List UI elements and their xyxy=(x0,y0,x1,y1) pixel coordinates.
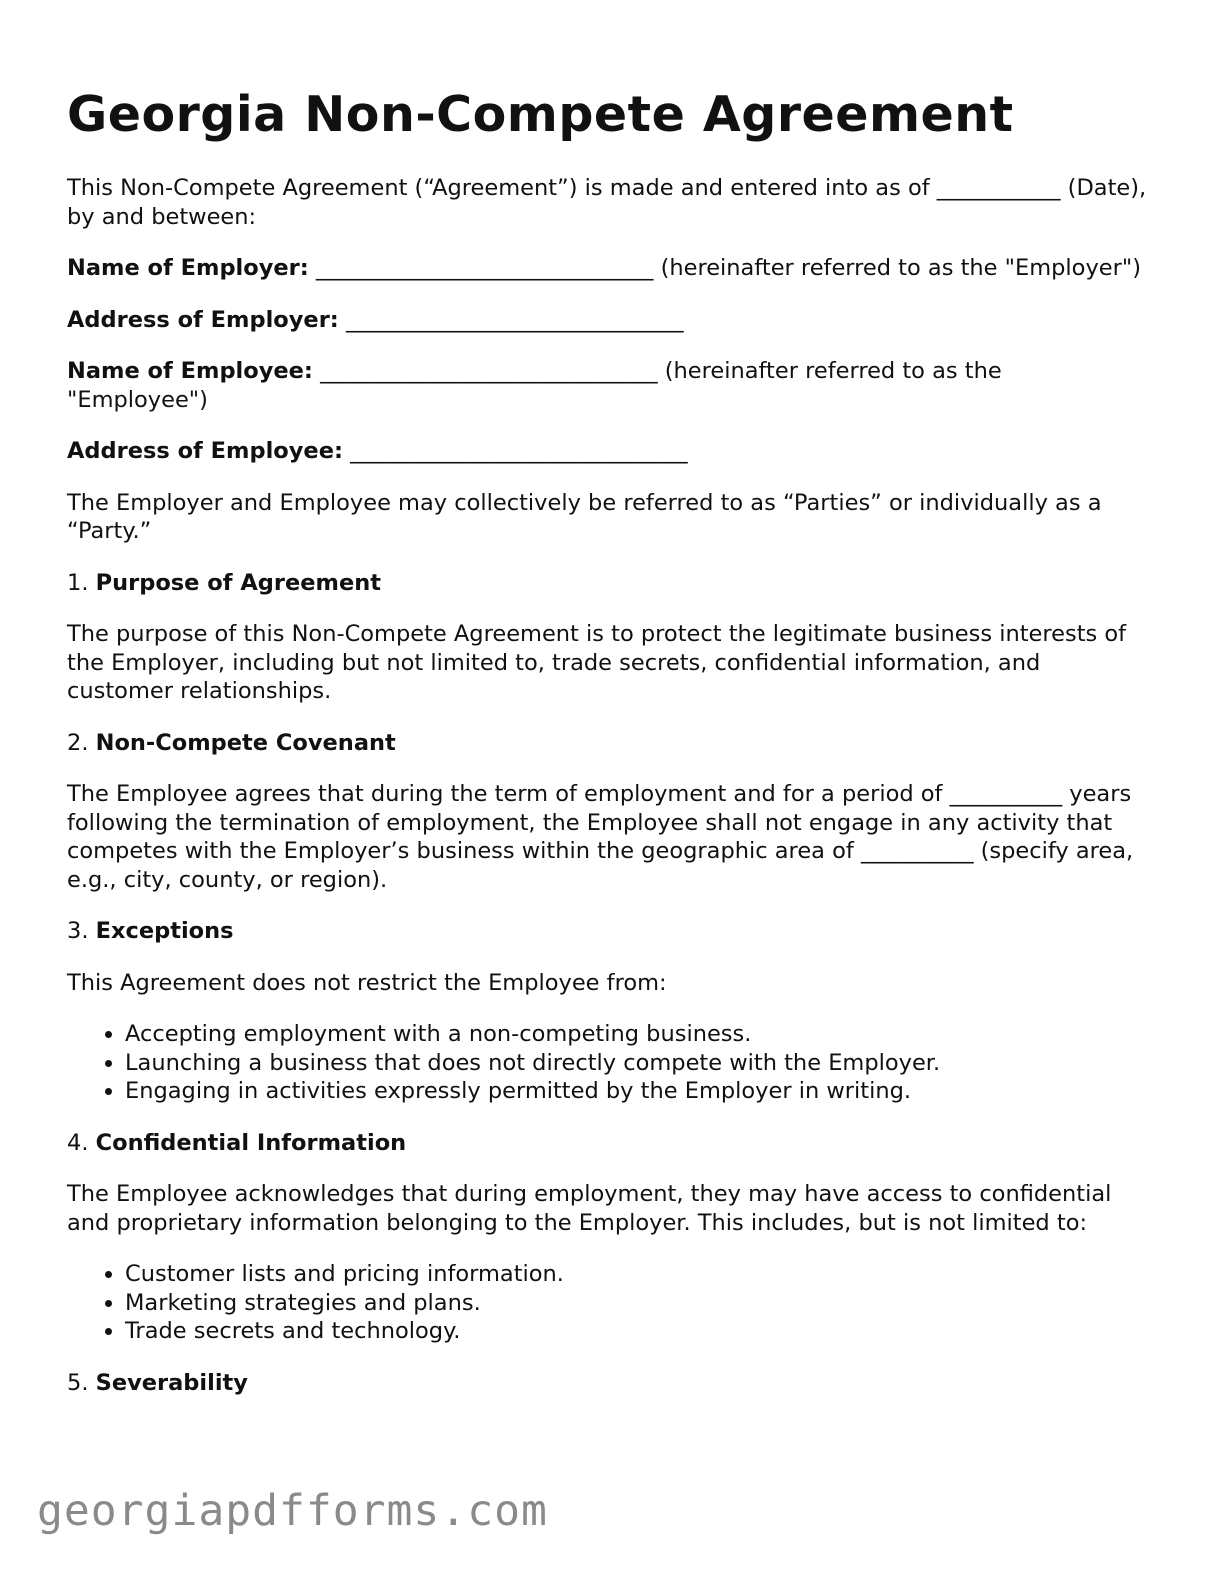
confidential-info-list xyxy=(67,1260,1147,1346)
employee-address-blank[interactable]: ______________________________ xyxy=(350,438,688,464)
employee-name-line xyxy=(67,357,1147,414)
parties-paragraph: The Employer and Employee may collectively be referred to as “Parties” or individually as a “Party.” xyxy=(67,489,1102,544)
list-item: • Launching a business that does not directly compete with the Employer. xyxy=(125,1049,1147,1078)
employee-name-suffix: (hereinafter referred to as the "Employee") xyxy=(67,358,1002,413)
employer-name-blank[interactable]: ______________________________ xyxy=(315,255,654,281)
section-4-heading xyxy=(67,1129,1147,1158)
section-5-heading xyxy=(67,1369,1147,1398)
section-3-heading xyxy=(67,917,1147,946)
section-title: Non-Compete Covenant xyxy=(95,729,396,756)
employee-name-label: Name of Employee: xyxy=(67,358,313,384)
employer-name-suffix: (hereinafter referred to as the "Employer") xyxy=(660,255,1141,281)
section-number: 5. xyxy=(67,1369,89,1396)
list-item: • Marketing strategies and plans. xyxy=(125,1289,1147,1318)
section-2-body: The Employee agrees that during the term of employment and for a period of __________ years following the termination of employment, the Employee shall not engage in any activity that competes with the Employer’s business within the geographic area of __________ (specify area, e.g., city, county, or region). xyxy=(67,781,1134,893)
employer-name-line xyxy=(67,254,1147,283)
section-1-heading xyxy=(67,569,1147,598)
employee-name-blank[interactable]: ______________________________ xyxy=(320,358,658,384)
section-title: Severability xyxy=(95,1369,248,1396)
section-number: 4. xyxy=(67,1129,89,1156)
section-number: 3. xyxy=(67,918,89,944)
employer-name-label: Name of Employer: xyxy=(67,255,309,281)
list-item: • Customer lists and pricing information. xyxy=(125,1260,1147,1289)
section-number: 2. xyxy=(67,729,89,756)
section-1-body: The purpose of this Non-Compete Agreement is to protect the legitimate business interests of the Employer, including but not limited to, trade secrets, confidential information, and customer relationships. xyxy=(67,621,1127,704)
section-3-body: This Agreement does not restrict the Employee from: xyxy=(67,969,667,996)
employee-address-label: Address of Employee: xyxy=(67,438,343,464)
list-item: • Accepting employment with a non-competing business. xyxy=(125,1020,1147,1049)
exceptions-list xyxy=(67,1020,1147,1106)
section-title: Purpose of Agreement xyxy=(95,569,381,596)
employer-address-label: Address of Employer: xyxy=(67,306,339,333)
employer-address-line xyxy=(67,306,1147,335)
document-title: Georgia Non-Compete Agreement xyxy=(67,86,1014,143)
list-item: • Engaging in activities expressly permitted by the Employer in writing. xyxy=(125,1077,1147,1106)
section-title: Confidential Information xyxy=(95,1129,407,1156)
list-item: • Trade secrets and technology. xyxy=(125,1317,1147,1346)
watermark: georgiapdfforms.com xyxy=(37,1486,548,1536)
employer-address-blank[interactable]: ______________________________ xyxy=(345,306,684,333)
section-4-body: The Employee acknowledges that during employment, they may have access to confidential and proprietary information belonging to the Employer. This includes, but is not limited to: xyxy=(67,1181,1112,1236)
employee-address-line xyxy=(67,437,1147,466)
section-number: 1. xyxy=(67,569,89,596)
section-2-heading xyxy=(67,729,1147,758)
document-content xyxy=(67,86,1147,1420)
section-title: Exceptions xyxy=(95,918,234,944)
intro-paragraph: This Non-Compete Agreement (“Agreement”) is made and entered into as of ___________ (Date), by and between: xyxy=(67,175,1147,230)
